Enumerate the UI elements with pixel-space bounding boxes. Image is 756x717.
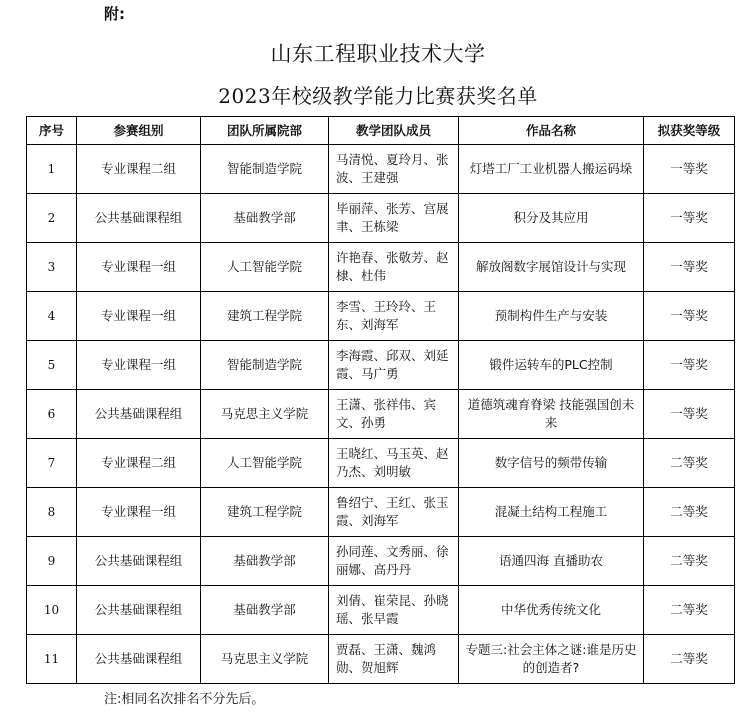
row-index: 9: [27, 537, 77, 586]
row-group: 公共基础课程组: [77, 537, 201, 586]
row-members: 孙同莲、文秀丽、徐丽娜、高丹丹: [329, 537, 459, 586]
row-group: 公共基础课程组: [77, 635, 201, 684]
row-department: 人工智能学院: [201, 439, 329, 488]
row-group: 专业课程一组: [77, 341, 201, 390]
footnote: 注:相同名次排名不分先后。: [104, 692, 265, 707]
row-work-title: 数字信号的频带传输: [459, 439, 644, 488]
row-index: 7: [27, 439, 77, 488]
table-row: [27, 194, 735, 243]
row-index: 5: [27, 341, 77, 390]
row-group: 专业课程二组: [77, 439, 201, 488]
awards-table: [26, 116, 735, 684]
row-members: 刘倩、崔荣昆、孙晓瑶、张早霞: [329, 586, 459, 635]
row-work-title: 专题三:社会主体之谜:谁是历史的创造者?: [459, 635, 644, 684]
row-group: 公共基础课程组: [77, 194, 201, 243]
row-index: 6: [27, 390, 77, 439]
row-work-title: 解放阁数字展馆设计与实现: [459, 243, 644, 292]
row-members: 李雪、王玲玲、王东、刘海军: [329, 292, 459, 341]
table-row: [27, 586, 735, 635]
table-row: [27, 292, 735, 341]
table-body: [27, 145, 735, 684]
row-award-level: 一等奖: [644, 145, 735, 194]
row-members: 鲁绍宁、王红、张玉霞、刘海军: [329, 488, 459, 537]
row-department: 基础教学部: [201, 586, 329, 635]
header-award-level: 拟获奖等级: [644, 117, 735, 145]
row-group: 专业课程一组: [77, 292, 201, 341]
table-row: [27, 145, 735, 194]
table-row: [27, 341, 735, 390]
row-department: 马克思主义学院: [201, 390, 329, 439]
row-index: 4: [27, 292, 77, 341]
row-award-level: 二等奖: [644, 635, 735, 684]
row-department: 基础教学部: [201, 194, 329, 243]
row-award-level: 一等奖: [644, 194, 735, 243]
table-row: [27, 488, 735, 537]
row-award-level: 一等奖: [644, 243, 735, 292]
table-row: [27, 390, 735, 439]
header-department: 团队所属院部: [201, 117, 329, 145]
row-department: 基础教学部: [201, 537, 329, 586]
table-row: [27, 635, 735, 684]
row-department: 建筑工程学院: [201, 488, 329, 537]
table-header-row: [27, 117, 735, 145]
row-group: 专业课程一组: [77, 243, 201, 292]
row-award-level: 二等奖: [644, 586, 735, 635]
row-group: 公共基础课程组: [77, 586, 201, 635]
row-index: 10: [27, 586, 77, 635]
row-index: 8: [27, 488, 77, 537]
table-row: [27, 243, 735, 292]
row-award-level: 二等奖: [644, 439, 735, 488]
row-members: 王晓红、马玉英、赵乃杰、刘明敏: [329, 439, 459, 488]
row-department: 智能制造学院: [201, 341, 329, 390]
document-title-awards: 2023年校级教学能力比赛获奖名单: [218, 84, 538, 108]
row-index: 3: [27, 243, 77, 292]
row-group: 专业课程一组: [77, 488, 201, 537]
header-group: 参赛组别: [77, 117, 201, 145]
row-award-level: 二等奖: [644, 488, 735, 537]
header-work-title: 作品名称: [459, 117, 644, 145]
row-members: 马清悦、夏玲月、张波、王建强: [329, 145, 459, 194]
row-members: 贾磊、王潇、魏鸿勋、贺旭辉: [329, 635, 459, 684]
row-department: 人工智能学院: [201, 243, 329, 292]
table-row: [27, 439, 735, 488]
row-department: 建筑工程学院: [201, 292, 329, 341]
row-work-title: 灯塔工厂工业机器人搬运码垛: [459, 145, 644, 194]
row-work-title: 道德筑魂育脊梁 技能强国创未来: [459, 390, 644, 439]
row-index: 11: [27, 635, 77, 684]
row-award-level: 一等奖: [644, 390, 735, 439]
attachment-label: 附:: [104, 5, 125, 23]
row-work-title: 中华优秀传统文化: [459, 586, 644, 635]
header-index: 序号: [27, 117, 77, 145]
row-group: 专业课程二组: [77, 145, 201, 194]
row-work-title: 预制构件生产与安装: [459, 292, 644, 341]
header-members: 教学团队成员: [329, 117, 459, 145]
row-index: 2: [27, 194, 77, 243]
row-members: 许艳春、张敬芳、赵棣、杜伟: [329, 243, 459, 292]
row-department: 马克思主义学院: [201, 635, 329, 684]
row-award-level: 一等奖: [644, 341, 735, 390]
row-index: 1: [27, 145, 77, 194]
row-members: 毕丽萍、张芳、宫展聿、王栋梁: [329, 194, 459, 243]
row-award-level: 一等奖: [644, 292, 735, 341]
row-work-title: 积分及其应用: [459, 194, 644, 243]
row-group: 公共基础课程组: [77, 390, 201, 439]
row-work-title: 混凝土结构工程施工: [459, 488, 644, 537]
document-title-school: 山东工程职业技术大学: [270, 42, 486, 66]
row-members: 李海霞、邱双、刘延霞、马广勇: [329, 341, 459, 390]
row-department: 智能制造学院: [201, 145, 329, 194]
table-row: [27, 537, 735, 586]
row-work-title: 语通四海 直播助农: [459, 537, 644, 586]
row-work-title: 锻件运转车的PLC控制: [459, 341, 644, 390]
row-award-level: 二等奖: [644, 537, 735, 586]
row-members: 王潇、张祥伟、宾文、孙勇: [329, 390, 459, 439]
